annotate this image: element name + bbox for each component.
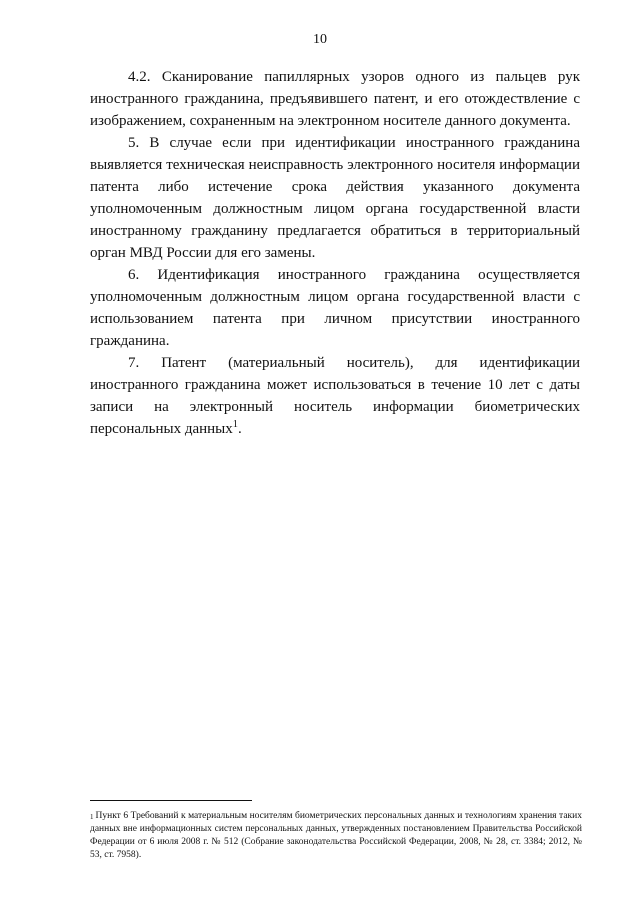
footnote-marker: 1 — [90, 813, 94, 821]
paragraph-4-2 — [90, 66, 580, 132]
paragraph-7 — [90, 352, 580, 440]
footnote-reference[interactable]: 1 — [232, 419, 239, 430]
footnote-text: Пункт 6 Требований к материальным носителям биометрических персональных данных и технологиям хранения таких данных вне информационных систем персональных данных, утвержденных постановлением Правительства Российской Федерации от 6 июля 2008 г. № 512 (Собрание законодательства Российской Федерации, 2008, № 28, ст. 3384; 2012, № 53, ст. 7958). — [90, 811, 582, 860]
paragraph-5 — [90, 132, 580, 264]
footnote-divider — [90, 800, 252, 801]
paragraph-text: 4.2. Сканирование папиллярных узоров одного из пальцев рук иностранного гражданина, предъявившего патент, и его отождествление с изображением, сохраненным на электронном носителе данного документа. — [90, 69, 580, 129]
paragraph-text: 5. В случае если при идентификации иностранного гражданина выявляется техническая неисправность электронного носителя информации патента либо истечение срока действия указанного документа уполномоченным должностным лицом органа государственной власти иностранному гражданину предлагается обратиться в территориальный орган МВД России для его замены. — [90, 135, 580, 261]
paragraph-text: 6. Идентификация иностранного гражданина осуществляется уполномоченным должностным лицом органа государственной власти с использованием патента при личном присутствии иностранного гражданина. — [90, 267, 580, 349]
page-number: 10 — [313, 32, 327, 47]
paragraph-text: 7. Патент (материальный носитель), для идентификации иностранного гражданина может использоваться в течение 10 лет с даты записи на электронный носитель информации биометрических персональных данных — [90, 355, 580, 437]
document-body — [90, 66, 580, 440]
footnote — [90, 810, 582, 862]
paragraph-trailing-punctuation: . — [238, 421, 242, 437]
paragraph-6 — [90, 264, 580, 352]
